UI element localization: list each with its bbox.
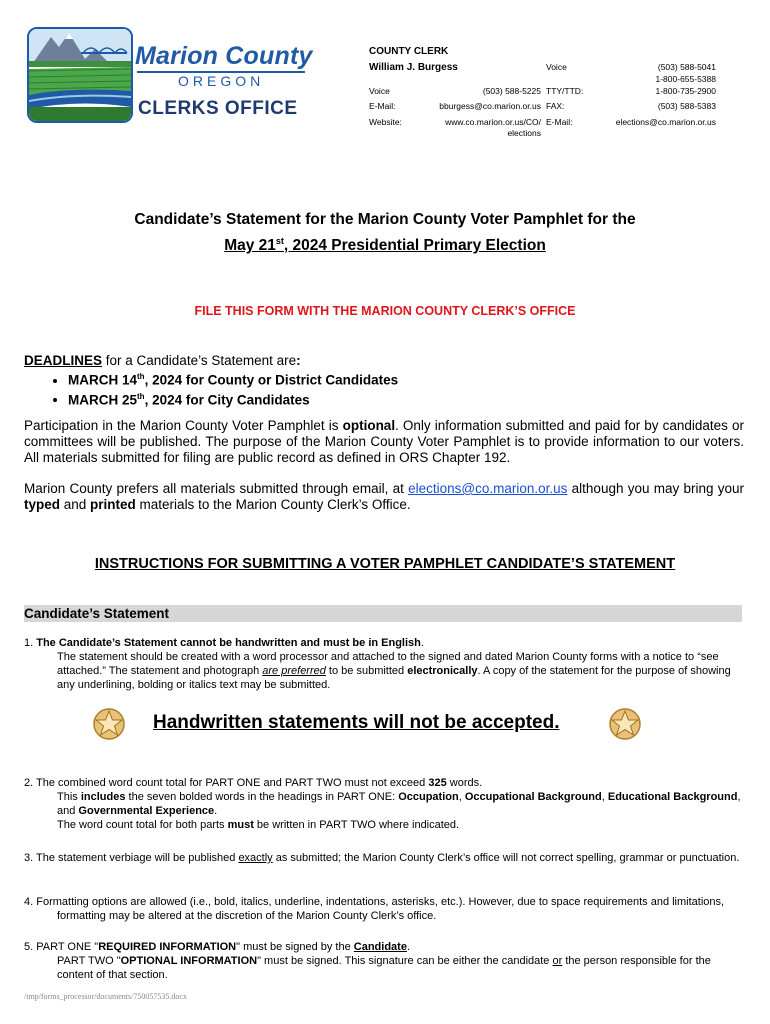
left-voice-label: Voice (369, 86, 390, 96)
right-fax-label: FAX: (546, 101, 565, 111)
left-website-value[interactable]: www.co.marion.or.us/CO/ (445, 117, 541, 127)
right-tty-label: TTY/TTD: (546, 86, 584, 96)
brand-name: Marion County (135, 42, 313, 70)
section-bar-label: Candidate’s Statement (24, 606, 170, 621)
right-email-value[interactable]: elections@co.marion.or.us (615, 117, 716, 127)
right-email-label: E-Mail: (546, 117, 573, 127)
email-paragraph: Marion County prefers all materials submitted through email, at elections@co.marion.or.us although you may bring your typed and printed materials to the Marion County Clerk’s Office. (24, 481, 745, 512)
file-notice: FILE THIS FORM WITH THE MARION COUNTY CLERK’S OFFICE (194, 304, 576, 318)
left-website-value-cont[interactable]: elections (507, 128, 541, 138)
right-tty-value: 1-800-735-2900 (655, 86, 716, 96)
county-logo (27, 27, 133, 123)
participation-paragraph: Participation in the Marion County Voter Pamphlet is optional. Only information submitted and paid for by candidates or committees will be published. The purpose of the Marion County Voter Pamphlet is to provide information to our voters. All materials submitted for filing are public record as defined in ORS Chapter 192. (24, 418, 745, 465)
landscape-logo-icon (29, 29, 131, 121)
deadlines-list (24, 369, 744, 408)
footer-file-path: /tmp/forms_processor/documents/750057535.docx (24, 992, 187, 1001)
document-title-line2: May 21st, 2024 Presidential Primary Election (224, 236, 546, 255)
section-bar (24, 605, 742, 622)
instruction-item-4: 4. Formatting options are allowed (i.e., bold, italics, underline, indentations, asterisks, etc.). However, due to space requirements and limitations, formatting may be altered at the discretion of the Marion County Clerk’s office. (24, 896, 725, 922)
left-website-label: Website: (369, 117, 402, 127)
elections-email-link[interactable]: elections@co.marion.or.us (408, 481, 568, 496)
right-voice-label: Voice (546, 62, 567, 72)
deadline-item: • MARCH 14th, 2024 for County or District Candidates (68, 369, 744, 389)
star-badge-icon (91, 706, 127, 742)
instruction-item-5: 5. PART ONE "REQUIRED INFORMATION" must be signed by the Candidate. PART TWO "OPTIONAL INFORMATION" must be signed. This signature can be either the candidate or the person responsible for the content of that section. (24, 941, 711, 981)
left-voice-value: (503) 588-5225 (482, 86, 541, 96)
instructions-heading: INSTRUCTIONS FOR SUBMITTING A VOTER PAMPHLET CANDIDATE’S STATEMENT (94, 556, 676, 572)
right-voice-value-2: 1-800-655-5388 (655, 74, 716, 84)
left-email-label: E-Mail: (369, 101, 396, 111)
right-voice-value: (503) 588-5041 (657, 62, 716, 72)
instruction-item-3: 3. The statement verbiage will be published exactly as submitted; the Marion County Clerk’s office will not correct spelling, grammar or punctuation. (24, 852, 740, 864)
deadline-item: • MARCH 25th, 2024 for City Candidates (68, 389, 744, 409)
deadlines-lead: DEADLINES for a Candidate’s Statement are: (24, 353, 301, 368)
instruction-item-2: 2. The combined word count total for PART ONE and PART TWO must not exceed 325 words. This includes the seven bolded words in the headings in PART ONE: Occupation, Occupational Background, Educational Background, and Governmental Experience. The word count total for both parts must be written in PART TWO where indicated. (24, 777, 741, 831)
left-email-value[interactable]: bburgess@co.marion.or.us (439, 101, 541, 111)
right-fax-value: (503) 588-5383 (657, 101, 716, 111)
clerk-name: William J. Burgess (369, 62, 458, 73)
brand-office: CLERKS OFFICE (138, 98, 298, 119)
star-badge-icon (607, 706, 643, 742)
handwritten-warning: Handwritten statements will not be accepted. (153, 712, 560, 733)
document-title-line1: Candidate’s Statement for the Marion County Voter Pamphlet for the (134, 211, 636, 228)
instruction-item-1: 1. The Candidate’s Statement cannot be handwritten and must be in English. The statement should be created with a word processor and attached to the signed and dated Marion County forms with a notice to “see attached.” The statement and photograph are preferred to be submitted electronically. A copy of the statement for the purpose of showing any underlining, bolding or italics text may be submitted. (24, 637, 731, 691)
deadlines-block (24, 353, 744, 408)
brand-state: OREGON (178, 73, 265, 89)
clerk-heading: COUNTY CLERK (369, 46, 449, 57)
